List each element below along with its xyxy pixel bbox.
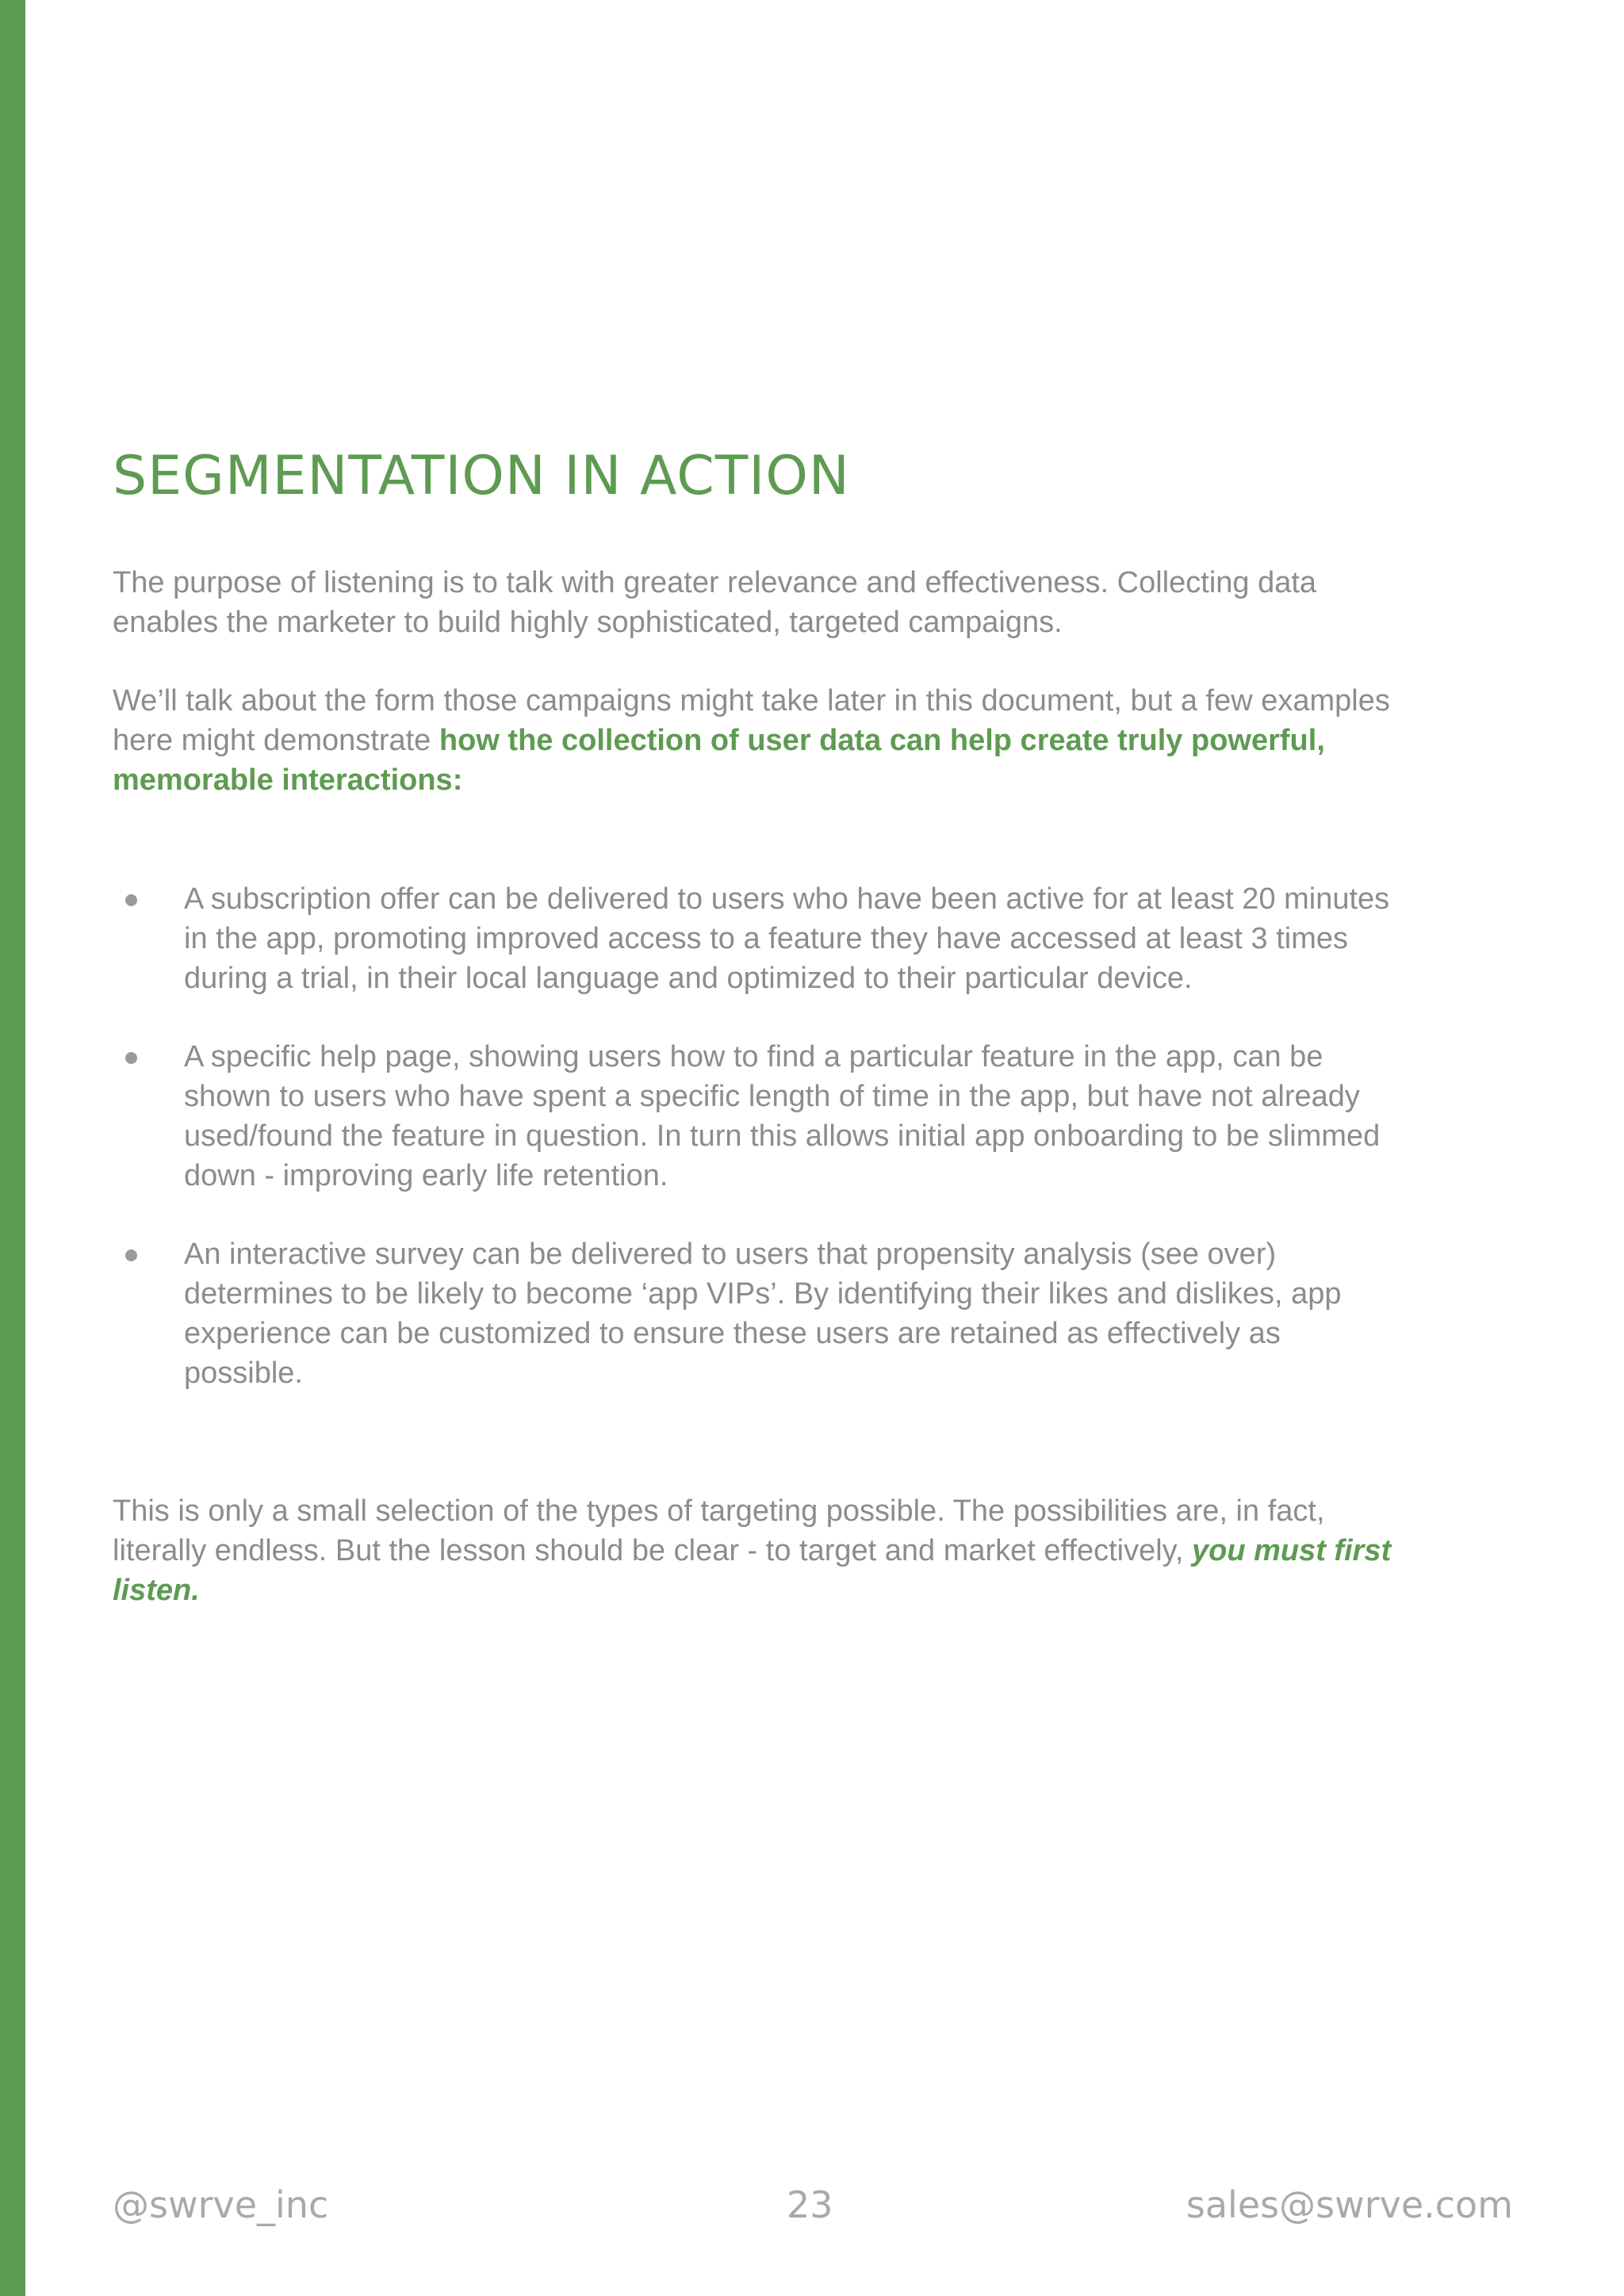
page-number: 23 <box>787 2183 833 2226</box>
list-item <box>113 1234 1397 1393</box>
bullet-icon <box>125 894 137 906</box>
closing-text: This is only a small selection of the types of targeting possible. The possibilities are, in fact, literally endless. But the lesson should be clear - to target and market effectively, <box>113 1494 1325 1567</box>
examples-paragraph <box>113 681 1397 800</box>
examples-highlight: how the collection of user data can help create truly powerful, memorable interactions: <box>113 724 1325 797</box>
closing-paragraph <box>113 1491 1397 1610</box>
examples-text: We’ll talk about the form those campaigns might take later in this document, but a few examples here might demonstrate <box>113 684 1390 757</box>
list-item-text: An interactive survey can be delivered to users that propensity analysis (see over) determines to be likely to become ‘app VIPs’. By identifying their likes and dislikes, app experience can be customized to ensure these users are retained as effectively as possible. <box>184 1238 1342 1390</box>
bullet-icon <box>125 1249 137 1261</box>
side-accent-bar <box>0 0 25 2296</box>
footer-email[interactable]: sales@swrve.com <box>1185 2183 1513 2226</box>
list-item <box>113 879 1397 998</box>
page-title: SEGMENTATION IN ACTION <box>113 445 850 507</box>
bullet-icon <box>125 1052 137 1064</box>
list-item-text: A subscription offer can be delivered to users who have been active for at least 20 minutes in the app, promoting improved access to a feature they have accessed at least 3 times during a trial, in their local language and optimized to their particular device. <box>184 882 1390 995</box>
list-item-text: A specific help page, showing users how to find a particular feature in the app, can be shown to users who have spent a specific length of time in the app, but have not already used/found the feature in question. In turn this allows initial app onboarding to be slimmed down - improving early life retention. <box>184 1040 1381 1192</box>
list-item <box>113 1037 1397 1196</box>
intro-paragraph: The purpose of listening is to talk with greater relevance and effectiveness. Collecting data enables the marketer to build highly sophisticated, targeted campaigns. <box>113 566 1317 639</box>
body-content <box>113 563 1397 1610</box>
footer-handle: @swrve_inc <box>113 2183 329 2226</box>
closing-highlight: you must first listen. <box>113 1534 1392 1607</box>
examples-list <box>113 879 1397 1393</box>
